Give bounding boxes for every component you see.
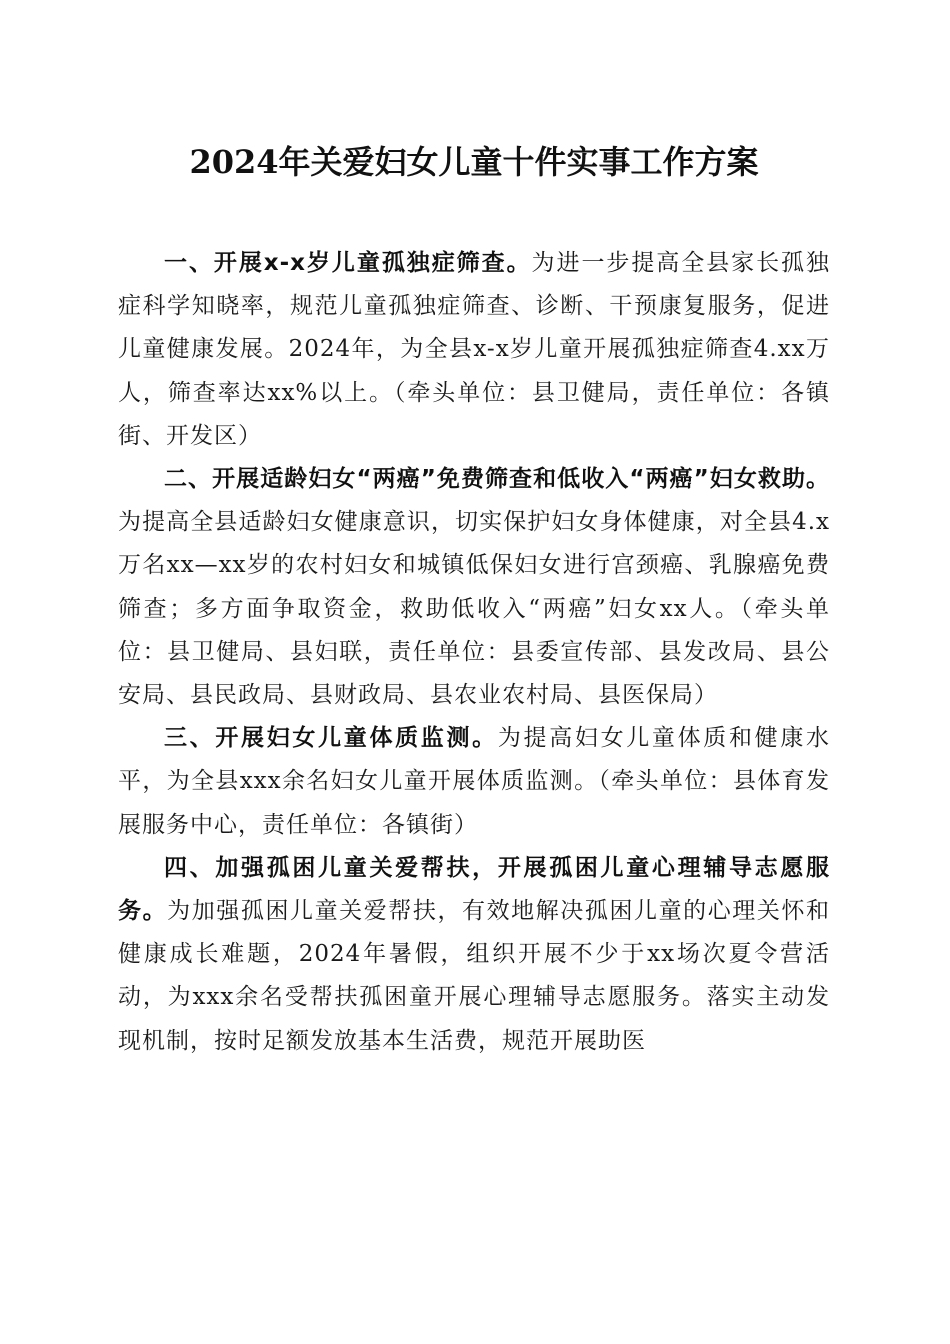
section-4-paragraph (118, 847, 830, 1063)
section-1-heading: 一、开展x-x岁儿童孤独症筛查。 (164, 250, 532, 276)
section-1-body: 为进一步提高全县家长孤独症科学知晓率，规范儿童孤独症筛查、诊断、干预康复服务，促进儿童健康发展。2024年，为全县x-x岁儿童开展孤独症筛查4.xx万人，筛查率达xx%以上。（牵头单位：县卫健局，责任单位：各镇街、开发区） (118, 250, 831, 449)
section-3-paragraph (118, 717, 830, 847)
section-2-paragraph (118, 458, 830, 717)
section-4-heading: 四、加强孤困儿童关爱帮扶，开展孤困儿童心理辅导志愿服务。 (118, 854, 830, 925)
section-2-heading: 二、开展适龄妇女“两癌”免费筛查和低收入“两癌”妇女救助。 (164, 466, 830, 493)
section-3-body: 为提高妇女儿童体质和健康水平，为全县xxx余名妇女儿童开展体质监测。（牵头单位：县体育发展服务中心，责任单位：各镇街） (118, 725, 831, 838)
section-1-paragraph (118, 242, 830, 458)
section-3-heading: 三、开展妇女儿童体质监测。 (164, 725, 498, 752)
section-4-body: 为加强孤困儿童关爱帮扶，有效地解决孤困儿童的心理关怀和健康成长难题，2024年暑假，组织开展不少于xx场次夏令营活动，为xxx余名受帮扶孤困童开展心理辅导志愿服务。落实主动发现机制，按时足额发放基本生活费，规范开展助医 (118, 898, 831, 1054)
section-2-body: 为提高全县适龄妇女健康意识，切实保护妇女身体健康，对全县4.x万名xx—xx岁的农村妇女和城镇低保妇女进行宫颈癌、乳腺癌免费筛查；多方面争取资金，救助低收入“两癌”妇女xx人。（牵头单位：县卫健局、县妇联，责任单位：县委宣传部、县发改局、县公安局、县民政局、县财政局、县农业农村局、县医保局） (118, 509, 830, 709)
document-page (118, 132, 830, 1063)
document-title: 2024年关爱妇女儿童十件实事工作方案 (189, 143, 759, 181)
